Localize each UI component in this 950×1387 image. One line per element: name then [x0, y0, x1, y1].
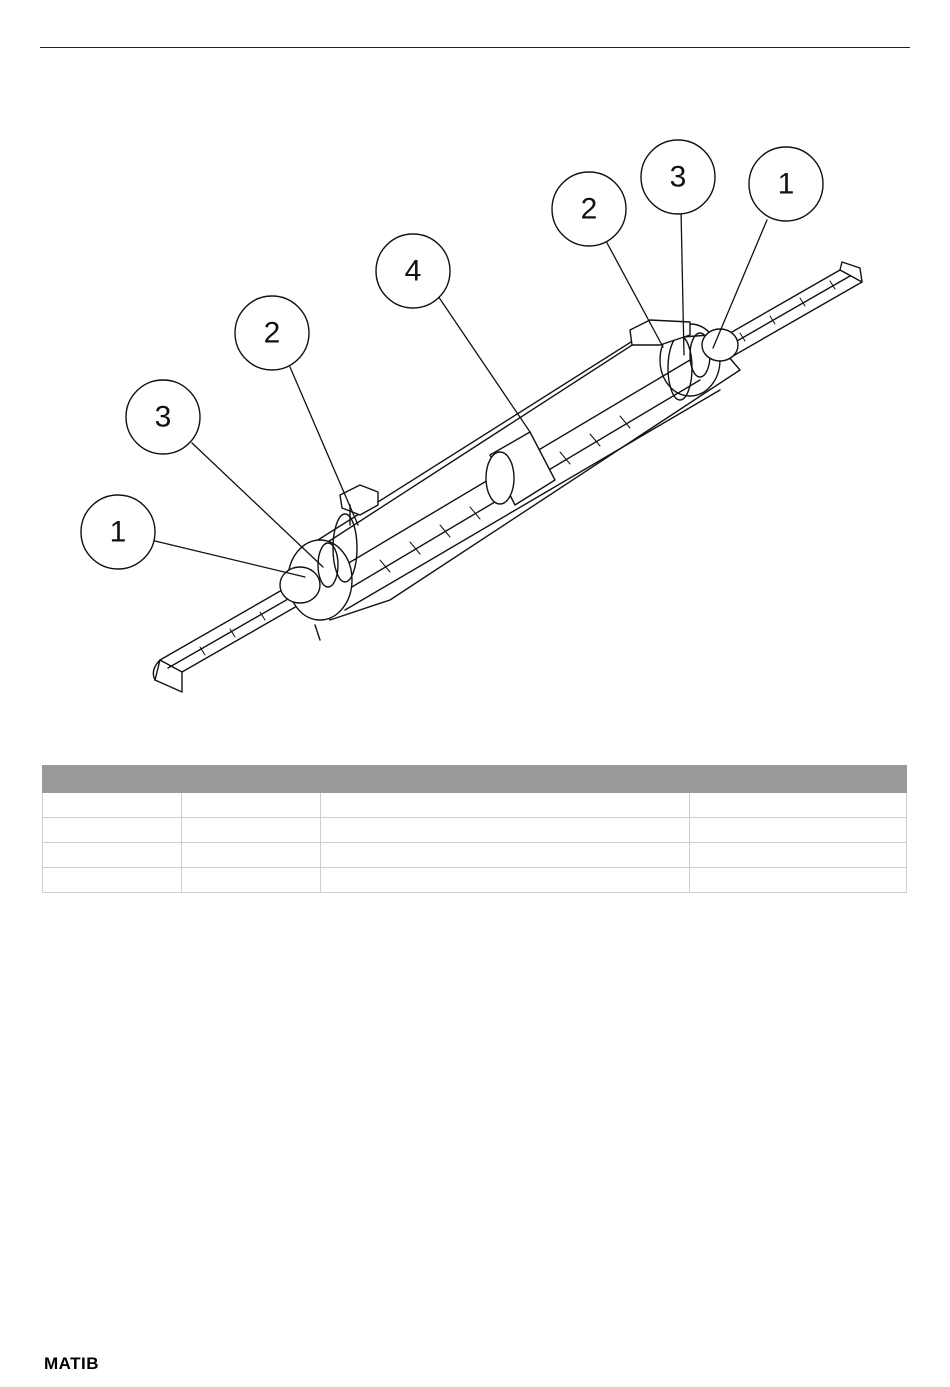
table-cell — [43, 868, 182, 893]
table-header-cell — [181, 766, 320, 793]
table-row — [43, 843, 907, 868]
table-header-cell — [690, 766, 907, 793]
table-row — [43, 818, 907, 843]
table-cell — [43, 793, 182, 818]
table-header-cell — [320, 766, 690, 793]
table-row — [43, 868, 907, 893]
table-cell — [43, 843, 182, 868]
table-cell — [181, 843, 320, 868]
table-cell — [320, 843, 690, 868]
callout-label-1-left: 1 — [109, 515, 127, 549]
table-cell — [320, 868, 690, 893]
table-cell — [690, 793, 907, 818]
table-cell — [690, 818, 907, 843]
table-cell — [43, 818, 182, 843]
table-row — [43, 793, 907, 818]
callout-label-2-left: 2 — [263, 316, 281, 350]
brand-logo: MATIB — [44, 1354, 100, 1373]
table-cell — [181, 818, 320, 843]
table-cell — [181, 868, 320, 893]
table-cell — [181, 793, 320, 818]
callout-label-4: 4 — [404, 254, 422, 288]
callout-label-2-right: 2 — [580, 192, 598, 226]
table-header-cell — [43, 766, 182, 793]
parts-table — [42, 765, 907, 893]
table-cell — [690, 843, 907, 868]
table-cell — [690, 868, 907, 893]
callout-label-3-left: 3 — [154, 400, 172, 434]
table-header-row — [43, 766, 907, 793]
table-cell — [320, 818, 690, 843]
table-cell — [320, 793, 690, 818]
callout-label-3-right: 3 — [669, 160, 687, 194]
callout-label-1-right: 1 — [777, 167, 795, 201]
